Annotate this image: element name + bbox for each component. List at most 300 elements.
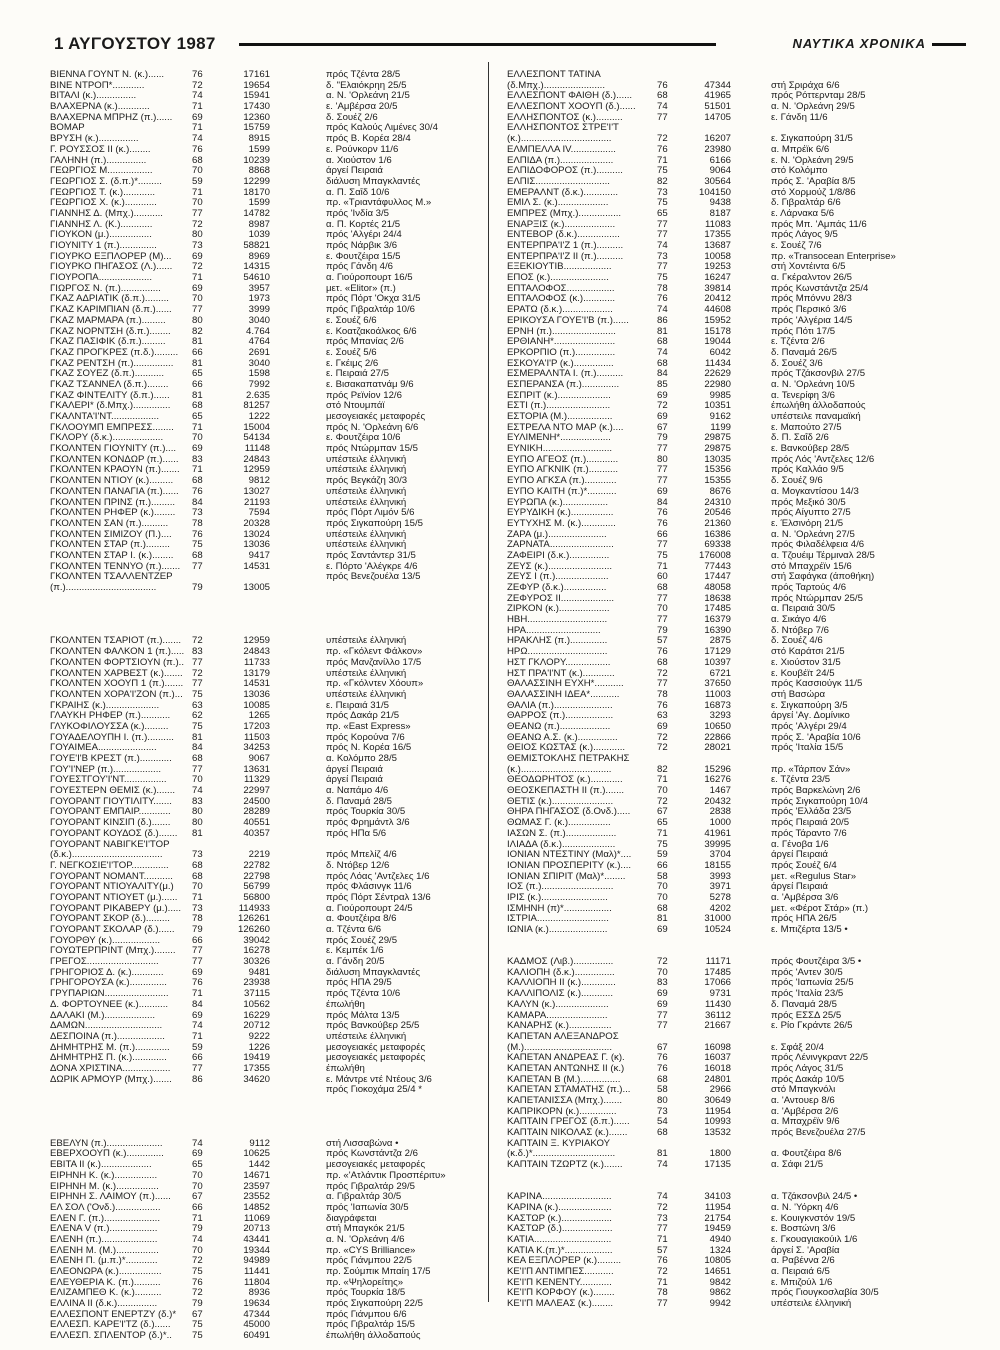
build-year: 75 bbox=[192, 1267, 203, 1277]
tonnage: 22629 bbox=[704, 369, 731, 380]
tonnage: 24500 bbox=[243, 796, 270, 807]
ship-status: υπέστειλε έλληνική bbox=[326, 636, 407, 647]
tonnage: 11430 bbox=[705, 999, 731, 1010]
build-year: 69 bbox=[192, 1149, 203, 1160]
ship-entry bbox=[50, 102, 480, 113]
build-year: 68 bbox=[657, 1074, 668, 1085]
ship-entry bbox=[497, 1235, 957, 1246]
build-year: 76 bbox=[657, 647, 668, 658]
ship-entry bbox=[50, 134, 480, 145]
ship-name: ΕΝΑΡΞΙΣ (κ.)................... bbox=[507, 219, 616, 230]
build-year: 70 bbox=[192, 198, 203, 209]
build-year: 58 bbox=[657, 871, 668, 882]
build-year: 80 bbox=[657, 1096, 668, 1106]
ship-status: α. Ν. 'Ορλεάνη 29/5 bbox=[771, 102, 855, 113]
ship-entry bbox=[497, 433, 957, 444]
tonnage: 3999 bbox=[248, 305, 270, 316]
build-year: 71 bbox=[192, 1031, 203, 1042]
tonnage: 10351 bbox=[704, 401, 731, 412]
ship-status: μεσογειακές μεταφορές bbox=[326, 1053, 426, 1064]
ship-name: ΕΡΙΚΟΥΣΑ ΓΟΥΕ'Ι'Β (π.)...... bbox=[507, 315, 629, 326]
ship-name: ΕΙΡΗΝΗ Μ. (κ.)................ bbox=[50, 1181, 159, 1192]
ship-status: ε. Σουέζ 7/6 bbox=[771, 241, 822, 251]
build-year: 81 bbox=[657, 914, 668, 925]
build-year: 68 bbox=[192, 860, 203, 871]
ship-status: πρός Φουτζέιρα 3/5 • bbox=[771, 957, 862, 968]
tonnage: 36112 bbox=[705, 1010, 731, 1021]
ship-entry bbox=[50, 455, 480, 466]
build-year: 82 bbox=[657, 764, 668, 775]
ship-name: ΓΑΛΗΝΗ (π.)............... bbox=[50, 155, 147, 166]
ship-entry bbox=[50, 1192, 480, 1203]
tonnage: 16386 bbox=[704, 529, 731, 540]
ship-status: πρός Μεξικό 30/5 bbox=[771, 497, 846, 508]
ship-name: ΕΛΠΙΣ............................ bbox=[507, 176, 610, 187]
build-year: 65 bbox=[192, 1160, 203, 1171]
ship-entry bbox=[50, 1064, 480, 1075]
ship-name: ΒΡΥΣΗ (κ.)............... bbox=[50, 134, 139, 145]
ship-status: πρός Ν. Κορέα 16/5 bbox=[326, 743, 412, 754]
tonnage: 4940 bbox=[709, 1234, 731, 1245]
section-gap bbox=[50, 604, 480, 615]
tonnage: 20432 bbox=[704, 796, 731, 807]
ship-entry bbox=[497, 647, 957, 658]
ship-status: πρός Βενεζουέλα 13/5 bbox=[326, 572, 421, 583]
ship-entry bbox=[50, 209, 480, 220]
tonnage: 17355 bbox=[243, 1063, 270, 1074]
ship-name: ΕΛΛΕΣΠΟΝΤ ΕΝΕΡΤΖΥ (δ.)* bbox=[50, 1309, 177, 1320]
ship-name: (Μ.)................................. bbox=[507, 1042, 613, 1053]
ship-entry bbox=[50, 968, 480, 979]
ship-status: πρ. «Τάρπον Σάν» bbox=[771, 764, 851, 775]
ship-entry bbox=[50, 177, 480, 188]
ship-entry bbox=[50, 904, 480, 915]
build-year: 65 bbox=[657, 208, 668, 219]
build-year: 79 bbox=[192, 583, 203, 593]
ship-status: πρός Σουέζ 29/5 bbox=[326, 935, 398, 946]
tonnage: 9112 bbox=[249, 1138, 270, 1149]
ship-name: ΙΑΣΩΝ Σ. (π.)................... bbox=[507, 828, 617, 839]
ship-entry bbox=[497, 701, 957, 712]
build-year: 81 bbox=[657, 326, 668, 337]
ship-name: ΙΟΝΙΑΝ ΣΠΙΡΙΤ (Μαλ)*........ bbox=[507, 871, 626, 882]
build-year: 80 bbox=[192, 807, 203, 818]
tonnage: 9222 bbox=[248, 1031, 270, 1042]
ship-status: πρός 'Αντεν 30/5 bbox=[771, 967, 843, 978]
tonnage: 16278 bbox=[243, 946, 270, 957]
issue-date: 1 ΑΥΓΟΥΣΤΟΥ 1987 bbox=[54, 34, 216, 53]
tonnage: 114933 bbox=[238, 903, 270, 914]
tonnage: 11434 bbox=[705, 358, 731, 369]
ship-entry bbox=[497, 530, 957, 541]
build-year: 76 bbox=[657, 144, 668, 155]
tonnage: 13179 bbox=[243, 668, 270, 679]
ship-name: ΓΚΟΛΝΤΕΝ ΧΑΡΒΕΣΤ (κ.)....... bbox=[50, 668, 183, 679]
ship-name: ΚΕ'Ι'Π ΚΟΡΦΟΥ (κ.)........ bbox=[507, 1288, 615, 1299]
ship-name: ΓΙΟΥΡΚΟ ΠΗΓΑΣΟΣ (Λ.)...... bbox=[50, 262, 173, 273]
tonnage: 23552 bbox=[243, 1192, 270, 1203]
build-year: 72 bbox=[657, 401, 668, 412]
ship-name: ΓΟΥΟΡΑΝΤ ΝΤΙΟΥΑΛΙΤΥ(μ.) bbox=[50, 882, 174, 893]
ship-status: πρός 'Αλγέρια 14/5 bbox=[771, 315, 853, 326]
ship-entry bbox=[50, 262, 480, 273]
ship-name: ΓΚΛΟΡΥ (δ.κ.)................... bbox=[50, 433, 164, 444]
ship-entry bbox=[497, 1192, 957, 1203]
ship-entry bbox=[497, 765, 957, 776]
ship-name: ΖΕΦΥΡΟΣ ΙΙ.................... bbox=[507, 593, 615, 604]
build-year: 71 bbox=[657, 155, 668, 166]
ship-status: πρός 'Ινδία 3/5 bbox=[326, 208, 390, 219]
ship-name: (δ.Μπχ.)....................... bbox=[507, 80, 606, 91]
build-year: 68 bbox=[192, 754, 203, 764]
ship-name: ΓΕΩΡΓΙΟΣ Σ. (δ.π.)*......... bbox=[50, 176, 162, 187]
column-divider bbox=[488, 62, 489, 1302]
ship-name: ΙΡΙΣ (κ.)......................... bbox=[507, 892, 608, 903]
build-year: 77 bbox=[657, 540, 668, 551]
build-year: 77 bbox=[657, 593, 668, 604]
ship-entry bbox=[50, 1182, 480, 1193]
tonnage: 15355 bbox=[704, 476, 731, 487]
tonnage: 24801 bbox=[704, 1074, 731, 1085]
ship-entry bbox=[497, 198, 957, 209]
ship-status: πρός Ρεϊνίον 12/6 bbox=[326, 390, 402, 401]
ship-name: ΕΡΚΟΡΠΙΟ (π.)............... bbox=[507, 347, 616, 358]
tonnage: 1000 bbox=[709, 818, 731, 829]
ship-status: πρός Λόας 'Αντζελες 1/6 bbox=[326, 871, 430, 882]
ship-status: δ. Σουέζ 9/6 bbox=[771, 476, 823, 487]
tonnage: 10625 bbox=[243, 1149, 270, 1160]
ship-entry bbox=[50, 679, 480, 690]
tonnage: 22866 bbox=[704, 732, 731, 743]
tonnage: 14315 bbox=[243, 262, 270, 273]
build-year: 70 bbox=[657, 967, 668, 978]
build-year: 72 bbox=[192, 668, 203, 679]
ship-status: πρός ΕΣΣΔ 25/5 bbox=[771, 1010, 842, 1021]
ship-entry bbox=[497, 1117, 957, 1128]
ship-status: δ. Παναμά 28/5 bbox=[326, 796, 392, 807]
tonnage: 1442 bbox=[248, 1160, 270, 1171]
ship-status: δ. Σουέζ 3/6 bbox=[771, 358, 823, 369]
ship-status: ε. Γκουαγιακούιλ 1/6 bbox=[771, 1234, 858, 1245]
ship-name: ΕΛΕΥΘΕΡΙΑ Κ. (π.).......... bbox=[50, 1277, 161, 1288]
build-year: 70 bbox=[192, 294, 203, 305]
build-year: 62 bbox=[192, 711, 203, 722]
ship-name: ΕΣΤΟΡΙΑ (Μ.)................. bbox=[507, 412, 613, 422]
ship-status: υπέστειλε έλληνική bbox=[326, 668, 407, 679]
tonnage: 20412 bbox=[704, 294, 731, 305]
ship-entry bbox=[50, 1256, 480, 1267]
ship-entry bbox=[50, 487, 480, 498]
tonnage: 39995 bbox=[704, 839, 731, 850]
ship-entry bbox=[497, 1160, 957, 1171]
tonnage: 18155 bbox=[704, 860, 731, 871]
ship-status: υπέστειλε έλληνική bbox=[326, 465, 407, 476]
ship-name: ΚΑΤΙΑ Κ.(π.)*.................. bbox=[507, 1245, 613, 1256]
tonnage: 22782 bbox=[243, 860, 270, 871]
ship-status: α. Ναπάμο 4/6 bbox=[326, 786, 389, 797]
tonnage: 9067 bbox=[248, 754, 270, 764]
ship-entry bbox=[497, 123, 957, 134]
build-year: 77 bbox=[657, 219, 668, 230]
build-year: 74 bbox=[657, 102, 668, 113]
ship-name: ΕΛΛΕΣΠΟΝΤ ΤΑΤΙΝΑ bbox=[507, 70, 601, 80]
ship-name: ΘΑΛΑΣΣΙΝΗ ΕΥΧΗ*........... bbox=[507, 679, 624, 690]
ship-name: ΓΚΡΑΙΗΣ (κ.).................... bbox=[50, 700, 160, 711]
tonnage: 13687 bbox=[704, 241, 731, 251]
ship-status: α. Ν. 'Ορλεάνη 21/5 bbox=[326, 91, 410, 102]
ship-entry bbox=[497, 1021, 957, 1032]
tonnage: 9417 bbox=[248, 550, 270, 561]
tonnage: 15941 bbox=[243, 91, 270, 102]
build-year: 69 bbox=[657, 999, 668, 1010]
build-year: 75 bbox=[192, 1320, 203, 1331]
build-year: 68 bbox=[657, 91, 668, 102]
tonnage: 17447 bbox=[704, 572, 731, 583]
ship-status: άργεί Πειραιά bbox=[326, 166, 383, 177]
ship-status: α. Ν. 'Υόρκη 4/6 bbox=[771, 1202, 839, 1213]
ship-name: ΚΑΜΑΡΑ....................... bbox=[507, 1010, 608, 1021]
ship-name: ΚΑΠΡΙΚΟΡΝ (κ.).............. bbox=[507, 1106, 617, 1117]
ship-entry bbox=[497, 840, 957, 851]
ship-entry bbox=[50, 1214, 480, 1225]
ship-entry bbox=[497, 594, 957, 605]
tonnage: 10993 bbox=[704, 1117, 731, 1128]
ship-list-left-column bbox=[50, 70, 480, 1342]
ship-name: ΕΞΕΚΙΟΥΤΙΒ.................. bbox=[507, 262, 612, 273]
tonnage: 17203 bbox=[243, 721, 270, 732]
build-year: 76 bbox=[657, 518, 668, 529]
tonnage: 21667 bbox=[704, 1021, 731, 1032]
ship-name: ΚΑΠΕΤΑΝ ΣΤΑΜΑΤΗΣ (π.)... bbox=[507, 1085, 631, 1096]
ship-status: υπέστειλε έλληνική bbox=[326, 1031, 407, 1042]
ship-entry bbox=[50, 433, 480, 444]
build-year: 69 bbox=[192, 283, 203, 294]
ship-entry bbox=[497, 188, 957, 199]
ship-entry bbox=[497, 872, 957, 883]
build-year: 69 bbox=[192, 1010, 203, 1021]
ship-status: πρός Μάλτα 13/5 bbox=[326, 1010, 400, 1021]
ship-name: ΓΛΥΚΟΦΙΛΟΥΣΣΑ (κ.)......... bbox=[50, 721, 169, 732]
build-year: 68 bbox=[192, 155, 203, 166]
ship-status: πρός Φιλαδέλφεια 4/6 bbox=[771, 540, 865, 551]
tonnage: 3293 bbox=[709, 711, 731, 722]
build-year: 77 bbox=[192, 946, 203, 957]
tonnage: 28021 bbox=[704, 743, 731, 754]
ship-entry bbox=[50, 401, 480, 412]
ship-entry bbox=[50, 412, 480, 423]
build-year: 78 bbox=[657, 1288, 668, 1299]
ship-status: πρός Β. Κορέα 28/4 bbox=[326, 134, 411, 145]
ship-name: ΓΟΥΩΤΕΡΠΡΙΝΤ (Μπχ.)........ bbox=[50, 946, 176, 957]
ship-entry bbox=[497, 797, 957, 808]
build-year: 81 bbox=[192, 828, 203, 839]
ship-status: άργεί Πειραιά bbox=[771, 882, 828, 893]
build-year: 72 bbox=[657, 732, 668, 743]
ship-name: ΕΝΤΕΡΠΡΑ'Ι'Ζ 1 (π.).......... bbox=[507, 241, 624, 251]
tonnage: 22997 bbox=[243, 786, 270, 797]
ship-status: άργεί Πειραιά bbox=[326, 764, 383, 775]
ship-name: ΓΚΑΛΕΡΙ* (δ.Μπχ.).............. bbox=[50, 401, 171, 412]
ship-status: α. Σικάγο 4/6 bbox=[771, 615, 827, 626]
build-year: 68 bbox=[192, 871, 203, 882]
tonnage: 176008 bbox=[698, 550, 731, 561]
ship-status: πρός Γιάνμπου 22/5 bbox=[326, 1256, 412, 1267]
ship-entry bbox=[50, 743, 480, 754]
build-year: 74 bbox=[657, 347, 668, 358]
build-year: 77 bbox=[657, 1021, 668, 1032]
ship-status: άργεί 'Αγ. Δομίνικο bbox=[771, 711, 850, 722]
ship-entry bbox=[50, 711, 480, 722]
ship-status: έπωλήθη άλλοδαπούς bbox=[771, 401, 866, 412]
tonnage: 10562 bbox=[243, 999, 270, 1010]
build-year: 76 bbox=[657, 1063, 668, 1074]
build-year: 80 bbox=[192, 818, 203, 829]
ship-name: ΕΡΘΙΑΝΗ*....................... bbox=[507, 337, 616, 348]
build-year: 76 bbox=[192, 529, 203, 540]
build-year: 73 bbox=[192, 508, 203, 519]
ship-name: ΓΡΕΓΟΣ........................... bbox=[50, 957, 159, 968]
build-year: 77 bbox=[192, 657, 203, 668]
ship-entry bbox=[50, 1021, 480, 1032]
build-year: 75 bbox=[192, 1331, 203, 1342]
ship-name: ΕΜΠΡΕΣ (Μπχ.)................ bbox=[507, 208, 622, 219]
ship-entry bbox=[497, 925, 957, 936]
ship-name: ΚΕ'Ι'Π ΚΕΝΕΝΤΥ............ bbox=[507, 1277, 612, 1288]
ship-name: ΓΡΗΓΟΡΙΟΣ Δ. (κ.)............ bbox=[50, 967, 164, 978]
section-gap bbox=[497, 1171, 957, 1182]
ship-entry bbox=[50, 754, 480, 765]
ship-entry bbox=[497, 498, 957, 509]
ship-status: α. Ν. 'Ορλεάνη 27/5 bbox=[771, 529, 855, 540]
ship-status: πρός Ντώρμπαν 25/5 bbox=[771, 593, 863, 604]
tonnage: 8187 bbox=[709, 208, 731, 219]
build-year: 76 bbox=[192, 70, 203, 80]
ship-entry bbox=[497, 134, 957, 145]
build-year: 72 bbox=[657, 796, 668, 807]
ship-status: πρός Σουέζ 6/4 bbox=[771, 860, 837, 871]
build-year: 77 bbox=[657, 615, 668, 626]
tonnage: 3993 bbox=[709, 871, 731, 882]
ship-entry bbox=[50, 733, 480, 744]
ship-name: ΚΕ'Ι'Π ΑΝΤΙΜΠΕΣ........... bbox=[507, 1267, 614, 1277]
build-year: 67 bbox=[192, 1309, 203, 1320]
tonnage: 1973 bbox=[248, 294, 270, 305]
ship-status: ε. Φουτζέιρα 15/5 bbox=[326, 251, 401, 262]
ship-entry bbox=[497, 1064, 957, 1075]
ship-entry bbox=[497, 1032, 957, 1043]
ship-entry bbox=[497, 91, 957, 102]
ship-status: ε. Μπιζέρτα 13/5 • bbox=[771, 925, 848, 935]
build-year: 76 bbox=[192, 978, 203, 989]
ship-status: α. Ραβέννα 2/6 bbox=[771, 1256, 835, 1267]
tonnage: 6042 bbox=[709, 347, 731, 358]
ship-entry bbox=[497, 711, 957, 722]
ship-entry bbox=[497, 1278, 957, 1289]
tonnage: 54610 bbox=[243, 273, 270, 284]
tonnage: 10524 bbox=[704, 925, 731, 935]
build-year: 70 bbox=[657, 604, 668, 615]
ship-status: ε. Κουιγκνστόν 19/5 bbox=[771, 1213, 856, 1224]
ship-entry bbox=[50, 540, 480, 551]
ship-status: ε. Κοατζακοάλκος 6/6 bbox=[326, 326, 417, 337]
tonnage: 69338 bbox=[704, 540, 731, 551]
ship-name: ΕΛΕΝΗ Π. (μ.π.)*............ bbox=[50, 1256, 158, 1267]
tonnage: 37115 bbox=[244, 989, 270, 1000]
ship-entry bbox=[50, 1075, 480, 1086]
ship-entry bbox=[497, 722, 957, 733]
ship-name: ΓΟΥΕ'Ι'Β ΚΡΕΣΤ (π.)............ bbox=[50, 754, 172, 764]
ship-status: α. 'Αμβέρσα 2/6 bbox=[771, 1106, 839, 1117]
build-year: 59 bbox=[192, 1042, 203, 1053]
tonnage: 14782 bbox=[243, 208, 270, 219]
tonnage: 14531 bbox=[243, 679, 270, 690]
ship-entry bbox=[50, 936, 480, 947]
ship-entry bbox=[497, 1256, 957, 1267]
ship-entry bbox=[497, 284, 957, 295]
ship-entry bbox=[50, 316, 480, 327]
ship-entry bbox=[50, 957, 480, 968]
ship-entry bbox=[497, 658, 957, 669]
ship-name: ΓΚΟΛΝΤΕΝ ΦΑΛΚΟΝ 1 (π.)..... bbox=[50, 647, 185, 658]
tonnage: 12360 bbox=[243, 112, 270, 123]
ship-status: πρός Γάνδη 4/6 bbox=[326, 262, 394, 273]
ship-entry bbox=[50, 882, 480, 893]
ship-entry bbox=[497, 1011, 957, 1022]
build-year: 70 bbox=[192, 775, 203, 786]
tonnage: 30326 bbox=[243, 957, 270, 968]
ship-status: πρός Φρημάντλ 3/6 bbox=[326, 818, 410, 829]
tonnage: 11083 bbox=[705, 219, 731, 230]
ship-status: α. Μογκαντίσου 14/3 bbox=[771, 486, 859, 497]
tonnage: 9731 bbox=[709, 989, 731, 1000]
ship-name: ΓΟΥΕΣΤΕΡΝ ΘΕΜΙΣ (κ.)....... bbox=[50, 786, 176, 797]
ship-name: ΕΥΝΙΚΗ.......................... bbox=[507, 444, 613, 455]
ship-status: α. Σάφι 21/5 bbox=[771, 1160, 824, 1171]
ship-entry bbox=[50, 1299, 480, 1310]
ship-status: ε. Τζέντα 23/5 bbox=[771, 775, 831, 786]
ship-name: ΒΛΑΧΕΡΝΑ ΜΠΡΗΖ (π.)...... bbox=[50, 112, 173, 123]
tonnage: 8936 bbox=[248, 1288, 270, 1299]
build-year: 70 bbox=[192, 882, 203, 893]
tonnage: 40551 bbox=[243, 818, 270, 829]
tonnage: 11171 bbox=[705, 957, 731, 968]
ship-status: στή Λισσαβώνα • bbox=[326, 1138, 399, 1149]
tonnage: 60491 bbox=[243, 1331, 270, 1342]
ship-status: δ. "Ελαιόκρηη 25/5 bbox=[326, 80, 407, 91]
ship-status: πρός Ντώρμπαν 15/5 bbox=[326, 444, 418, 455]
ship-name: ΓΡΗΓΟΡΟΥΣΑ (κ.).............. bbox=[50, 978, 167, 989]
ship-name: ΓΚΑΖ ΦΙΝΤΕΛΙΤΥ (δ.π.)...... bbox=[50, 390, 170, 401]
ship-entry bbox=[50, 775, 480, 786]
tonnage: 19253 bbox=[704, 262, 731, 273]
tonnage: 19419 bbox=[243, 1053, 270, 1064]
ship-name: ΒΙΤΑΛΙ (κ.)............... bbox=[50, 91, 137, 102]
ship-name: ΓΚΟΛΝΤΕΝ ΤΣΑΛΛΕΝΤΖΕΡ bbox=[50, 572, 173, 583]
tonnage: 21193 bbox=[244, 497, 270, 508]
tonnage: 51501 bbox=[704, 102, 731, 113]
ship-entry bbox=[497, 615, 957, 626]
ship-entry bbox=[497, 914, 957, 925]
ship-entry bbox=[50, 829, 480, 840]
ship-name: ΓΕΩΡΓΙΟΣ Χ. (κ.)............ bbox=[50, 198, 157, 209]
build-year: 86 bbox=[192, 1074, 203, 1085]
build-year: 70 bbox=[657, 882, 668, 893]
ship-entry bbox=[497, 733, 957, 744]
ship-status: πρός Αίγυπτο 27/5 bbox=[771, 508, 851, 519]
ship-name: ΘΕΤΙΣ (κ.)....................... bbox=[507, 796, 614, 807]
tonnage: 15178 bbox=[704, 326, 731, 337]
ship-status: πρός Μπελίζ 4/6 bbox=[326, 850, 397, 861]
